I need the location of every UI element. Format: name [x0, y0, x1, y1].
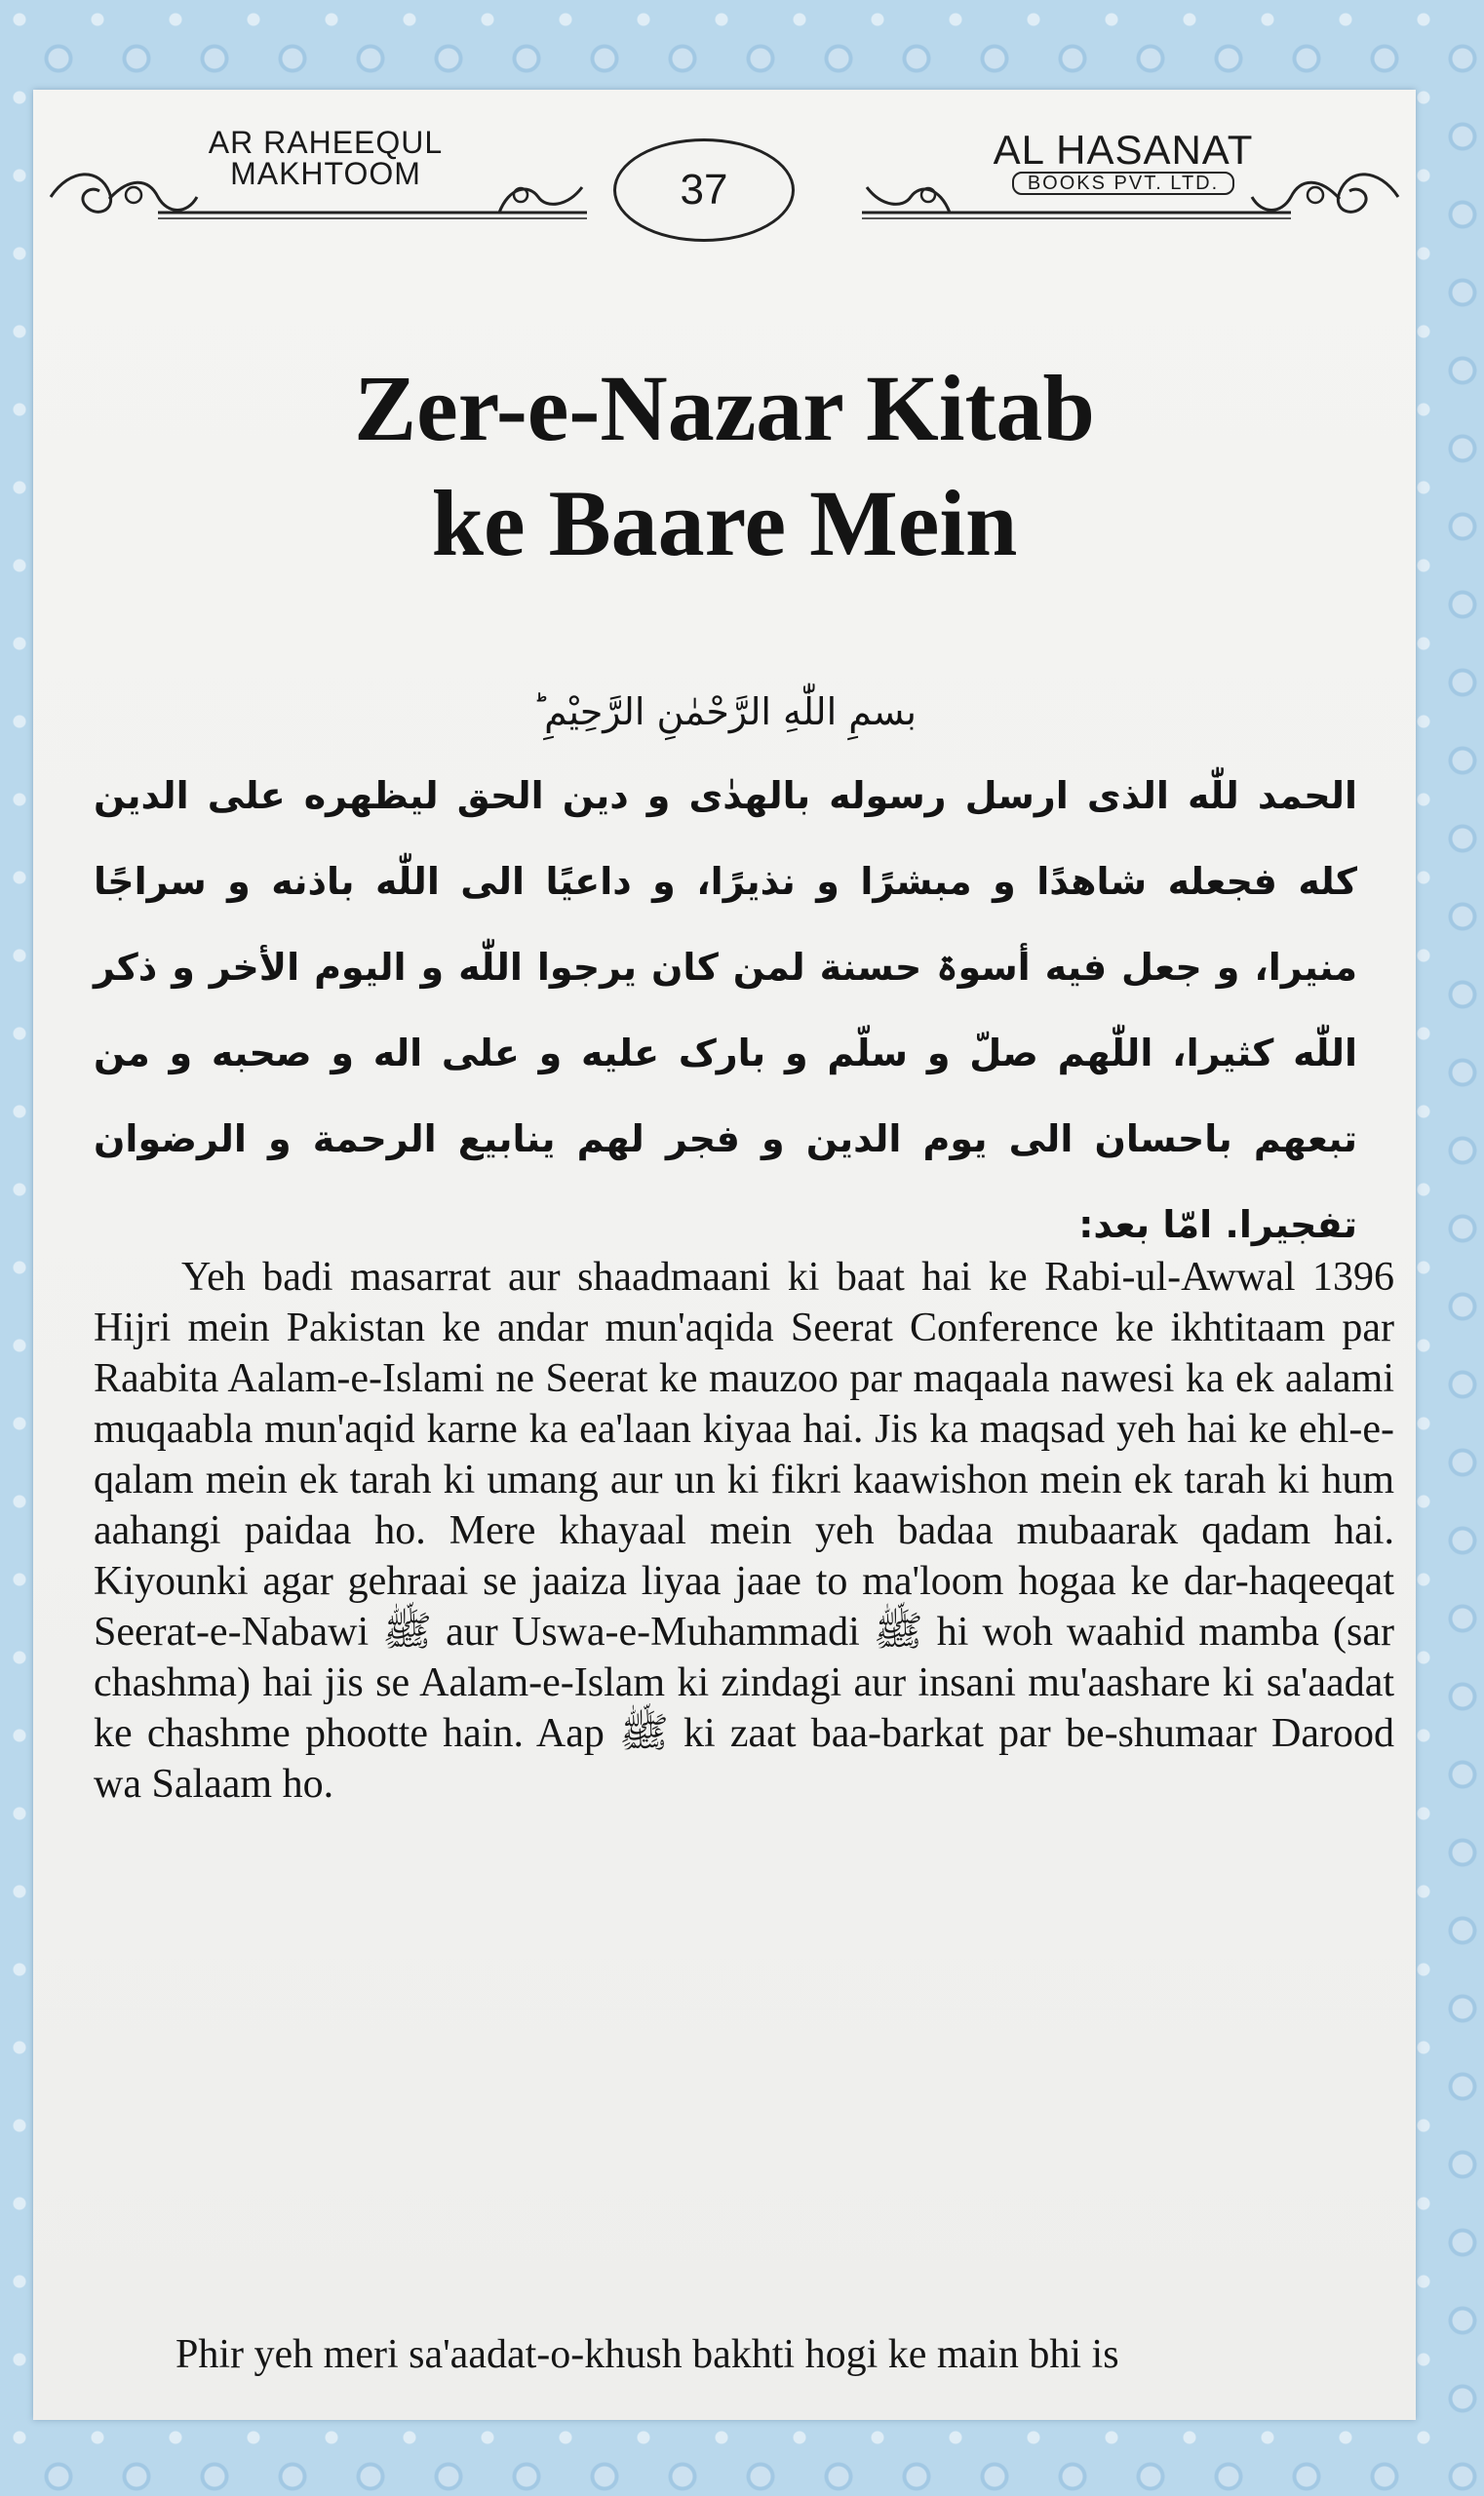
- body-paragraph-2: Phir yeh meri sa'aadat-o-khush bakhti hogi ke main bhi is: [176, 2332, 1119, 2377]
- right-publisher-name: AL HASANAT: [993, 127, 1254, 173]
- page-header: [33, 119, 1416, 255]
- chapter-title-line1: Zer-e-Nazar Kitab: [354, 356, 1095, 460]
- bismillah: بسمِ اللّٰهِ الرَّحْمٰنِ الرَّحِیْمِ ؕ: [531, 690, 917, 733]
- arabic-opening: الحمد للّٰه الذی ارسل رسوله بالهدٰی و دین الحق لیظهره علی الدین کله فجعله شاهدًا و مبشرًا و نذیرًا، و داعیًا الی اللّٰه باذنه و سراجًا منیرا، و جعل فیه أسوۃ حسنة لمن کان یرجوا اللّٰه و الیوم الأخر و ذکر اللّٰه کثیرا، اللّٰهم صلّ و سلّم و بارک علیه و علی اله و صحبه و من تبعهم باحسان الی یوم الدین و فجر لهم ینابیع الرحمة و الرضوان تفجیرا. امّا بعد:: [94, 774, 1357, 1246]
- chapter-title: [33, 351, 1416, 581]
- left-publisher-title: [170, 127, 482, 189]
- chapter-title-line2: ke Baare Mein: [431, 471, 1018, 575]
- bleed-through-text: [72, 265, 1379, 316]
- book-page: [33, 90, 1416, 2420]
- body-paragraph-1: Yeh badi masarrat aur shaadmaani ki baat hai ke Rabi-ul-Awwal 1396 Hijri mein Pakistan ke andar mun'aqida Seerat Conference ke ikhtitaam par Raabita Aalam-e-Islami ne Seerat ke mauzoo par maqaala nawesi ka ek aalami muqaabla mun'aqid karne ka ea'laan kiyaa hai. Jis ka maqsad yeh hai ke ehl-e-qalam mein ek tarah ki umang aur un ki fikri kaawishon mein ek tarah ki hum aahangi paidaa ho. Mere khayaal mein yeh badaa mubaarak qadam hai. Kiyounki agar gehraai se jaaiza liyaa jaae to ma'loom hogaa ke dar-haqeeqat Seerat-e-Nabawi ﷺ aur Uswa-e-Muhammadi ﷺ hi woh waahid mamba (sar chashma) hai jis se Aalam-e-Islam ki zindagi aur insani mu'aashare ki sa'aadat ke chashme phootte hain. Aap ﷺ ki zaat baa-barkat par be-shumaar Darood wa Salaam ho.: [94, 1255, 1395, 1807]
- left-publisher-line1: AR RAHEEQUL: [208, 125, 444, 160]
- left-publisher-line2: MAKHTOOM: [230, 156, 421, 191]
- right-publisher-sub: BOOKS PVT. LTD.: [1012, 172, 1234, 195]
- page-number: 37: [613, 138, 795, 242]
- right-publisher-title: [977, 129, 1269, 195]
